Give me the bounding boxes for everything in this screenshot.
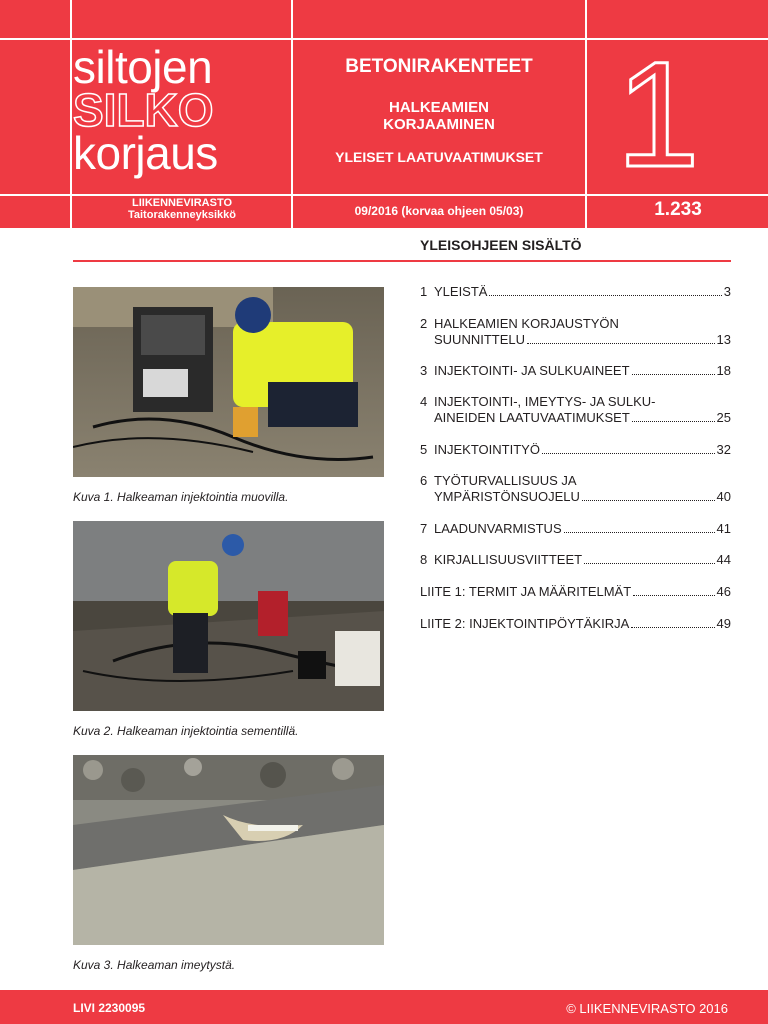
subtitle-line: HALKEAMIEN — [389, 99, 489, 116]
toc-leader — [542, 443, 715, 454]
publication-date: 09/2016 (korvaa ohjeen 05/03) — [354, 204, 524, 218]
toc-leader — [631, 617, 714, 628]
document-subtitle-2: YLEISET LAATUVAATIMUKSET — [335, 149, 543, 165]
photo-caption: Kuva 1. Halkeaman injektointia muovilla. — [73, 490, 289, 504]
photo-caption: Kuva 3. Halkeaman imeytystä. — [73, 958, 236, 972]
organization-name: LIIKENNEVIRASTO — [131, 197, 233, 209]
toc-page: 3 — [723, 284, 731, 299]
toc-page: 41 — [716, 521, 731, 536]
toc-item[interactable] — [420, 584, 731, 600]
toc-page: 44 — [716, 552, 731, 567]
toc-label: LIITE 1: TERMIT JA MÄÄRITELMÄT — [420, 584, 632, 599]
toc-label: INJEKTOINTI-, IMEYTYS- JA SULKU- — [434, 394, 656, 409]
header-divider — [0, 194, 768, 196]
toc-page: 32 — [716, 442, 731, 457]
toc-page: 49 — [716, 616, 731, 631]
toc-item[interactable] — [420, 521, 731, 537]
toc-item[interactable] — [420, 316, 731, 348]
toc-number: 6 — [420, 473, 428, 488]
title-block — [293, 40, 585, 165]
photo-injection-cement — [73, 521, 384, 711]
organization-unit: Taitorakenneyksikkö — [127, 209, 236, 221]
toc-item[interactable] — [420, 394, 731, 426]
divider — [73, 260, 731, 262]
toc-heading: YLEISOHJEEN SISÄLTÖ — [420, 237, 582, 253]
toc-page: 13 — [716, 332, 731, 347]
toc-number: 4 — [420, 394, 428, 409]
toc-label: LAADUNVARMISTUS — [434, 521, 562, 536]
toc-label: KIRJALLISUUSVIITTEET — [434, 552, 583, 567]
toc-number: 2 — [420, 316, 428, 331]
copyright: © LIIKENNEVIRASTO 2016 — [566, 1001, 728, 1016]
toc-leader — [582, 490, 715, 501]
toc-label: YLEISTÄ — [434, 284, 488, 299]
toc-page: 46 — [716, 584, 731, 599]
toc-label: INJEKTOINTI- JA SULKUAINEET — [434, 363, 630, 378]
photo-impregnation — [73, 755, 384, 945]
toc-item[interactable] — [420, 442, 731, 458]
logo-line: korjaus — [73, 127, 218, 179]
silko-logo — [73, 41, 291, 179]
toc-item[interactable] — [420, 616, 731, 632]
toc-leader — [584, 553, 714, 564]
toc-number: 8 — [420, 552, 428, 567]
toc-label: INJEKTOINTITYÖ — [434, 442, 540, 457]
document-id: LIVI 2230095 — [73, 1001, 146, 1015]
toc-leader — [632, 364, 715, 375]
toc-item[interactable] — [420, 473, 731, 505]
toc-page: 18 — [716, 363, 731, 378]
toc-label: AINEIDEN LAATUVAATIMUKSET — [434, 410, 630, 425]
toc-label: YMPÄRISTÖNSUOJELU — [434, 489, 580, 504]
toc-number: 3 — [420, 363, 428, 378]
toc-item[interactable] — [420, 552, 731, 568]
section-number — [588, 44, 768, 194]
photo-injection-plastic — [73, 287, 384, 477]
toc-page: 25 — [716, 410, 731, 425]
section-number-text: 1 — [616, 44, 700, 194]
toc-leader — [632, 411, 715, 422]
toc-item[interactable] — [420, 363, 731, 379]
toc-page: 40 — [716, 489, 731, 504]
footer-bar — [0, 990, 768, 1024]
toc-number: 7 — [420, 521, 428, 536]
toc-leader — [564, 522, 715, 533]
organization — [73, 197, 291, 221]
toc-number: 5 — [420, 442, 428, 457]
subtitle-line: KORJAAMINEN — [383, 116, 495, 133]
logo-line: siltojen — [73, 41, 213, 93]
toc-label: HALKEAMIEN KORJAUSTYÖN — [434, 316, 619, 331]
document-subtitle — [293, 99, 585, 133]
toc-number: 1 — [420, 284, 428, 299]
toc-label: LIITE 2: INJEKTOINTIPÖYTÄKIRJA — [420, 616, 630, 631]
photo-caption: Kuva 2. Halkeaman injektointia sementillä. — [73, 724, 299, 738]
logo-line: SILKO — [73, 84, 214, 136]
toc-label: TYÖTURVALLISUUS JA — [434, 473, 577, 488]
toc-label: SUUNNITTELU — [434, 332, 526, 347]
toc-leader — [527, 333, 715, 344]
toc-leader — [633, 585, 714, 596]
toc-leader — [489, 285, 721, 296]
document-code: 1.233 — [654, 199, 702, 220]
document-title: BETONIRAKENTEET — [345, 56, 533, 77]
toc-item[interactable] — [420, 284, 731, 300]
